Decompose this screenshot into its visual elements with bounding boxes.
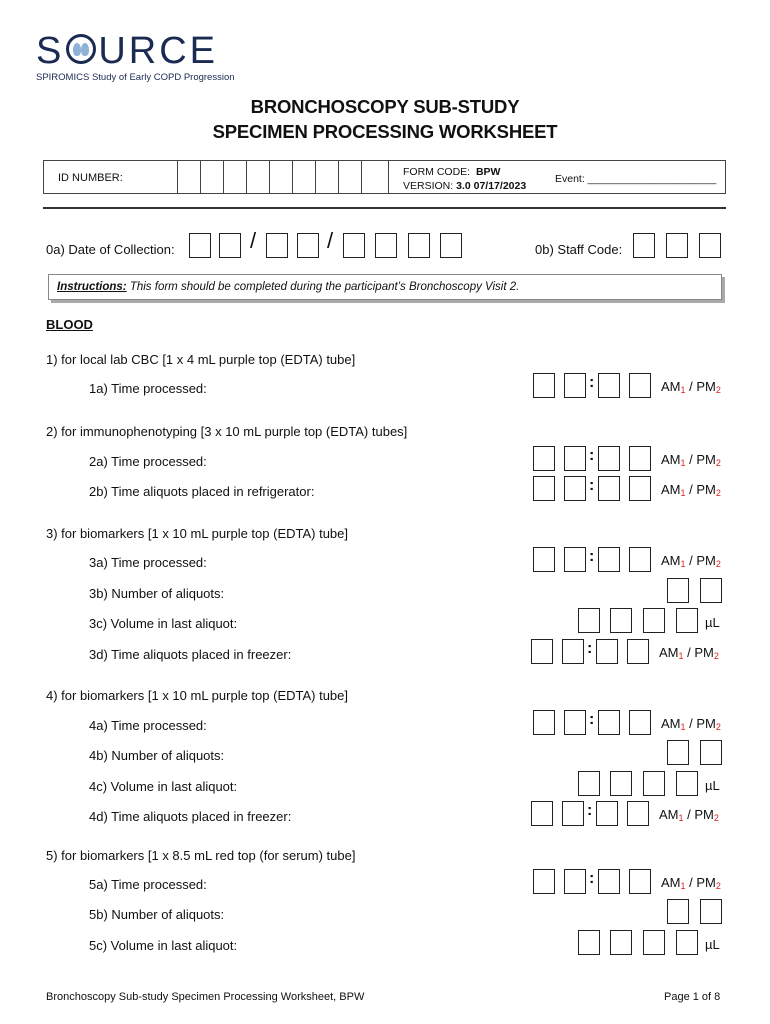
q4c-volume-digit-box[interactable] bbox=[610, 771, 632, 796]
version-line bbox=[403, 180, 526, 192]
q4d-time-digit-box[interactable] bbox=[627, 801, 649, 826]
date-digit-box[interactable] bbox=[189, 233, 211, 258]
q5a-time-digit-box[interactable] bbox=[564, 869, 586, 894]
q2b-time-digit-box[interactable] bbox=[629, 476, 651, 501]
source-logo bbox=[36, 30, 218, 73]
title-line1: BRONCHOSCOPY SUB-STUDY bbox=[250, 96, 520, 117]
version-value: 3.0 07/17/2023 bbox=[456, 180, 527, 192]
q3d-time-digit-box[interactable] bbox=[627, 639, 649, 664]
id-digit-box[interactable] bbox=[338, 161, 361, 193]
am-text: AM bbox=[659, 807, 679, 822]
id-digit-box[interactable] bbox=[200, 161, 223, 193]
date-digit-box[interactable] bbox=[266, 233, 288, 258]
q5a-time-colon: : bbox=[589, 870, 595, 887]
q5b-count-digit-box[interactable] bbox=[667, 899, 689, 924]
date-digit-box[interactable] bbox=[343, 233, 365, 258]
logo-s: S bbox=[36, 30, 65, 72]
footer-page-number: Page 1 of 8 bbox=[664, 991, 721, 1003]
q4c-volume-digit-box[interactable] bbox=[643, 771, 665, 796]
q3a-time-colon: : bbox=[589, 548, 595, 565]
q5c-volume-digit-box[interactable] bbox=[643, 930, 665, 955]
q1a-time-digit-box[interactable] bbox=[533, 373, 555, 398]
q3-label: 3) for biomarkers [1 x 10 mL purple top (EDTA) tube] bbox=[46, 526, 349, 541]
date-of-collection-label: 0a) Date of Collection: bbox=[46, 242, 175, 257]
q2a-time-digit-box[interactable] bbox=[564, 446, 586, 471]
q1a-am-pm-label bbox=[661, 379, 721, 395]
id-digit-box[interactable] bbox=[177, 161, 200, 193]
q3a-am-pm-label bbox=[661, 553, 721, 569]
q5a-am-pm-label bbox=[661, 875, 721, 891]
pm-code: 2 bbox=[713, 813, 719, 823]
q3a-time-digit-box[interactable] bbox=[564, 547, 586, 572]
pm-text: / PM bbox=[685, 379, 716, 394]
date-slash-2: / bbox=[327, 228, 334, 253]
q5a-time-digit-box[interactable] bbox=[533, 869, 555, 894]
pm-text: / PM bbox=[683, 807, 714, 822]
date-digit-box[interactable] bbox=[297, 233, 319, 258]
q2-label: 2) for immunophenotyping [3 x 10 mL purple top (EDTA) tubes] bbox=[46, 424, 408, 439]
date-digit-box[interactable] bbox=[219, 233, 241, 258]
q4d-label: 4d) Time aliquots placed in freezer: bbox=[89, 809, 292, 824]
q2b-time-digit-box[interactable] bbox=[598, 476, 620, 501]
q4c-unit-label: µL bbox=[705, 778, 720, 793]
logo-urce: URCE bbox=[98, 30, 219, 72]
pm-text: / PM bbox=[683, 645, 714, 660]
q4a-time-digit-box[interactable] bbox=[629, 710, 651, 735]
q3d-time-digit-box[interactable] bbox=[596, 639, 618, 664]
am-code: 1 bbox=[680, 385, 686, 395]
form-code-line bbox=[403, 166, 500, 178]
date-digit-box[interactable] bbox=[408, 233, 430, 258]
staff-code-digit-box[interactable] bbox=[666, 233, 688, 258]
header-table bbox=[43, 160, 726, 194]
q2b-label: 2b) Time aliquots placed in refrigerator: bbox=[89, 484, 315, 499]
q4b-label: 4b) Number of aliquots: bbox=[89, 748, 225, 763]
date-digit-box[interactable] bbox=[440, 233, 462, 258]
am-text: AM bbox=[661, 482, 681, 497]
q4c-volume-digit-box[interactable] bbox=[676, 771, 698, 796]
pm-code: 2 bbox=[713, 651, 719, 661]
q3d-time-colon: : bbox=[587, 640, 593, 657]
am-text: AM bbox=[659, 645, 679, 660]
am-text: AM bbox=[661, 875, 681, 890]
q4d-time-colon: : bbox=[587, 802, 593, 819]
q4-label: 4) for biomarkers [1 x 10 mL purple top (EDTA) tube] bbox=[46, 688, 349, 703]
am-code: 1 bbox=[680, 881, 686, 891]
header-rule bbox=[43, 207, 726, 209]
q2b-am-pm-label bbox=[661, 482, 721, 498]
q5a-time-digit-box[interactable] bbox=[598, 869, 620, 894]
q5a-label: 5a) Time processed: bbox=[89, 877, 207, 892]
q3c-volume-digit-box[interactable] bbox=[578, 608, 600, 633]
am-text: AM bbox=[661, 716, 681, 731]
q2b-time-digit-box[interactable] bbox=[533, 476, 555, 501]
q1a-label: 1a) Time processed: bbox=[89, 381, 207, 396]
footer-form-name: Bronchoscopy Sub-study Specimen Processing Worksheet, BPW bbox=[46, 991, 365, 1003]
pm-text: / PM bbox=[685, 716, 716, 731]
q2a-time-colon: : bbox=[589, 447, 595, 464]
q4a-time-digit-box[interactable] bbox=[598, 710, 620, 735]
staff-code-digit-box[interactable] bbox=[699, 233, 721, 258]
q5b-count-digit-box[interactable] bbox=[700, 899, 722, 924]
q4d-time-digit-box[interactable] bbox=[596, 801, 618, 826]
q4d-am-pm-label bbox=[659, 807, 719, 823]
pm-text: / PM bbox=[685, 875, 716, 890]
id-digit-box[interactable] bbox=[361, 161, 384, 193]
q3a-time-digit-box[interactable] bbox=[598, 547, 620, 572]
q3b-count-digit-box[interactable] bbox=[667, 578, 689, 603]
q5-label: 5) for biomarkers [1 x 8.5 mL red top (for serum) tube] bbox=[46, 848, 356, 863]
form-code-cell bbox=[388, 161, 544, 193]
am-code: 1 bbox=[680, 722, 686, 732]
form-code-value: BPW bbox=[475, 166, 501, 178]
q5c-volume-digit-box[interactable] bbox=[676, 930, 698, 955]
id-digit-box[interactable] bbox=[269, 161, 292, 193]
am-text: AM bbox=[661, 553, 681, 568]
id-digit-box[interactable] bbox=[223, 161, 246, 193]
pm-text: / PM bbox=[685, 482, 716, 497]
q3d-time-digit-box[interactable] bbox=[531, 639, 553, 664]
q5c-volume-digit-box[interactable] bbox=[610, 930, 632, 955]
logo-subtitle: SPIROMICS Study of Early COPD Progression bbox=[36, 72, 235, 83]
event-field[interactable]: Event: ______________________ bbox=[555, 173, 717, 185]
title-line2: SPECIMEN PROCESSING WORKSHEET bbox=[212, 121, 558, 142]
q1a-time-digit-box[interactable] bbox=[629, 373, 651, 398]
id-digit-box[interactable] bbox=[292, 161, 315, 193]
instructions-label: Instructions: bbox=[57, 281, 127, 293]
staff-code-digit-box[interactable] bbox=[633, 233, 655, 258]
version-label: VERSION: bbox=[403, 180, 454, 192]
q4c-volume-digit-box[interactable] bbox=[578, 771, 600, 796]
q5c-volume-digit-box[interactable] bbox=[578, 930, 600, 955]
q1-label: 1) for local lab CBC [1 x 4 mL purple top (EDTA) tube] bbox=[46, 352, 356, 367]
pm-text: / PM bbox=[685, 452, 716, 467]
q4a-am-pm-label bbox=[661, 716, 721, 732]
q1a-time-digit-box[interactable] bbox=[598, 373, 620, 398]
date-digit-box[interactable] bbox=[375, 233, 397, 258]
q2a-label: 2a) Time processed: bbox=[89, 454, 207, 469]
am-code: 1 bbox=[678, 813, 684, 823]
pm-code: 2 bbox=[715, 559, 721, 569]
form-code-label: FORM CODE: bbox=[403, 166, 471, 178]
q3b-count-digit-box[interactable] bbox=[700, 578, 722, 603]
q2a-time-digit-box[interactable] bbox=[533, 446, 555, 471]
q5b-label: 5b) Number of aliquots: bbox=[89, 907, 225, 922]
q3c-label: 3c) Volume in last aliquot: bbox=[89, 616, 238, 631]
q3a-label: 3a) Time processed: bbox=[89, 555, 207, 570]
am-text: AM bbox=[661, 452, 681, 467]
id-number-label: ID NUMBER: bbox=[58, 172, 123, 184]
q3b-label: 3b) Number of aliquots: bbox=[89, 586, 225, 601]
am-code: 1 bbox=[678, 651, 684, 661]
date-slash-1: / bbox=[250, 228, 257, 253]
pm-code: 2 bbox=[715, 385, 721, 395]
q4b-count-digit-box[interactable] bbox=[700, 740, 722, 765]
section-blood: BLOOD bbox=[46, 317, 93, 332]
q4a-time-colon: : bbox=[589, 711, 595, 728]
am-code: 1 bbox=[680, 488, 686, 498]
id-digit-box[interactable] bbox=[315, 161, 338, 193]
instructions-box bbox=[48, 274, 722, 300]
pm-code: 2 bbox=[715, 881, 721, 891]
q3d-time-digit-box[interactable] bbox=[562, 639, 584, 664]
am-text: AM bbox=[661, 379, 681, 394]
q5a-time-digit-box[interactable] bbox=[629, 869, 651, 894]
q5c-label: 5c) Volume in last aliquot: bbox=[89, 938, 238, 953]
q2a-time-digit-box[interactable] bbox=[598, 446, 620, 471]
q4d-time-digit-box[interactable] bbox=[531, 801, 553, 826]
instructions-text: This form should be completed during the participant’s Bronchoscopy Visit 2. bbox=[126, 281, 520, 293]
pm-code: 2 bbox=[715, 458, 721, 468]
q5c-unit-label: µL bbox=[705, 937, 720, 952]
q3d-am-pm-label bbox=[659, 645, 719, 661]
q3c-volume-digit-box[interactable] bbox=[643, 608, 665, 633]
q3c-volume-digit-box[interactable] bbox=[676, 608, 698, 633]
q3c-volume-digit-box[interactable] bbox=[610, 608, 632, 633]
q1a-time-colon: : bbox=[589, 374, 595, 391]
id-digit-box[interactable] bbox=[246, 161, 269, 193]
q3a-time-digit-box[interactable] bbox=[629, 547, 651, 572]
q2b-time-digit-box[interactable] bbox=[564, 476, 586, 501]
q2a-am-pm-label bbox=[661, 452, 721, 468]
q4a-time-digit-box[interactable] bbox=[533, 710, 555, 735]
pm-code: 2 bbox=[715, 488, 721, 498]
q2b-time-colon: : bbox=[589, 477, 595, 494]
q1a-time-digit-box[interactable] bbox=[564, 373, 586, 398]
q3a-time-digit-box[interactable] bbox=[533, 547, 555, 572]
pm-code: 2 bbox=[715, 722, 721, 732]
q3d-label: 3d) Time aliquots placed in freezer: bbox=[89, 647, 292, 662]
lungs-icon bbox=[66, 34, 96, 64]
q4a-label: 4a) Time processed: bbox=[89, 718, 207, 733]
q4b-count-digit-box[interactable] bbox=[667, 740, 689, 765]
am-code: 1 bbox=[680, 458, 686, 468]
q4a-time-digit-box[interactable] bbox=[564, 710, 586, 735]
am-code: 1 bbox=[680, 559, 686, 569]
q4d-time-digit-box[interactable] bbox=[562, 801, 584, 826]
q2a-time-digit-box[interactable] bbox=[629, 446, 651, 471]
q3c-unit-label: µL bbox=[705, 615, 720, 630]
staff-code-label: 0b) Staff Code: bbox=[535, 242, 623, 257]
pm-text: / PM bbox=[685, 553, 716, 568]
q4c-label: 4c) Volume in last aliquot: bbox=[89, 779, 238, 794]
